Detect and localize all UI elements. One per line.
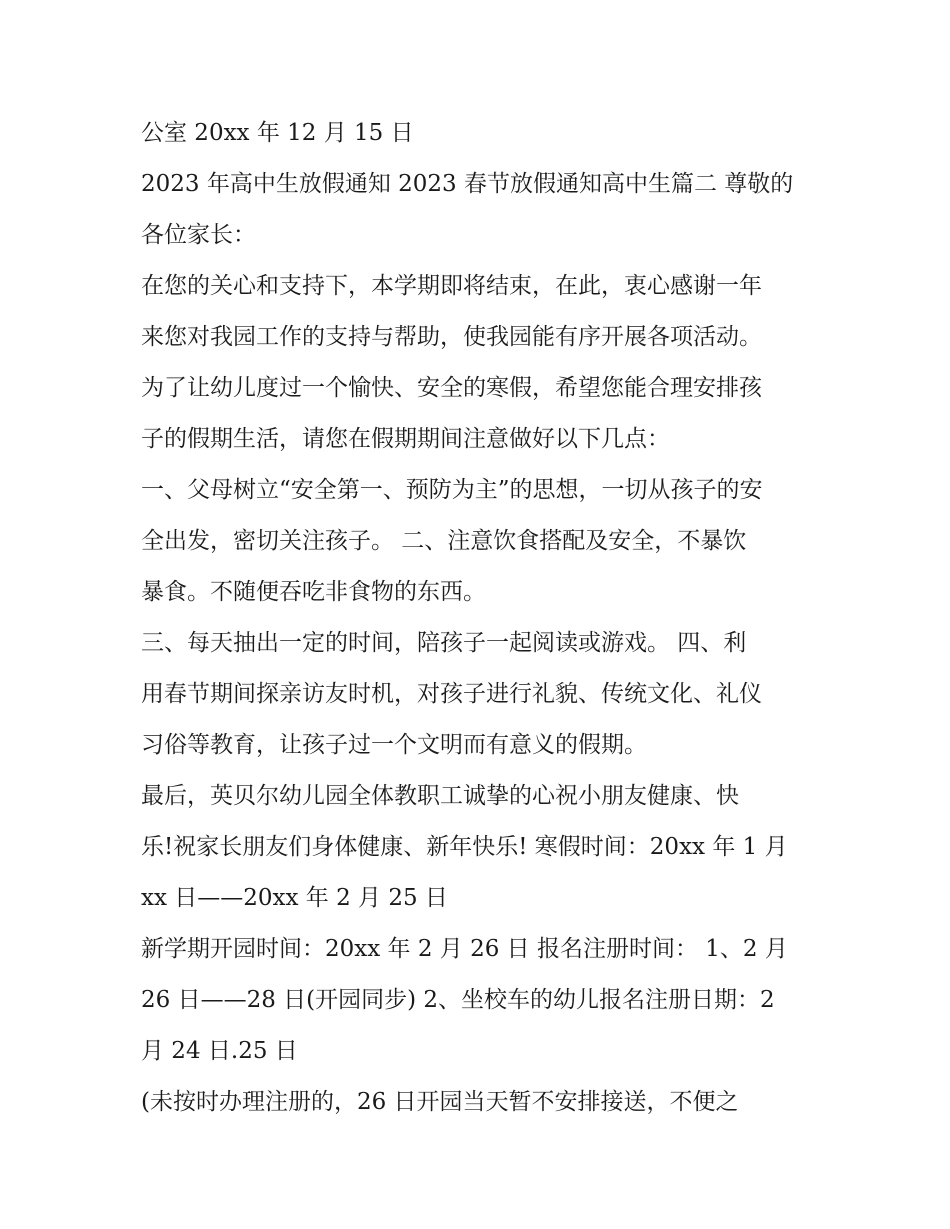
text-line: 乐!祝家长朋友们身体健康、新年快乐! 寒假时间：20xx 年 1 月: [141, 834, 788, 860]
text-line: 用春节期间探亲访友时机，对孩子进行礼貌、传统文化、礼仪: [141, 681, 762, 707]
text-line: 新学期开园时间：20xx 年 2 月 26 日 报名注册时间： 1、2 月: [141, 936, 788, 962]
text-line: 全出发，密切关注孩子。 二、注意饮食搭配及安全，不暴饮: [141, 528, 747, 554]
text-line: 暴食。不随便吞吃非食物的东西。: [141, 579, 486, 605]
text-line: 子的假期生活，请您在假期期间注意做好以下几点：: [141, 426, 670, 452]
document-body: [141, 108, 821, 1128]
text-line: (未按时办理注册的，26 日开园当天暂不安排接送，不便之: [141, 1089, 739, 1115]
text-line: 来您对我园工作的支持与帮助，使我园能有序开展各项活动。: [141, 324, 762, 350]
text-line: 公室 20xx 年 12 月 15 日: [141, 120, 414, 146]
text-line: 三、每天抽出一定的时间，陪孩子一起阅读或游戏。 四、利: [141, 630, 747, 656]
text-line: 一、父母树立“安全第一、预防为主”的思想，一切从孩子的安: [141, 477, 763, 503]
text-line: 各位家长：: [141, 222, 256, 248]
text-line: 习俗等教育，让孩子过一个文明而有意义的假期。: [141, 732, 647, 758]
text-line: 最后，英贝尔幼儿园全体教职工诚挚的心祝小朋友健康、快: [141, 783, 739, 809]
text-line: 为了让幼儿度过一个愉快、安全的寒假，希望您能合理安排孩: [141, 375, 762, 401]
text-line: 在您的关心和支持下，本学期即将结束，在此，衷心感谢一年: [141, 273, 762, 299]
text-line: 月 24 日.25 日: [141, 1038, 298, 1064]
text-line: xx 日——20xx 年 2 月 25 日: [141, 885, 448, 911]
text-line: 2023 年高中生放假通知 2023 春节放假通知高中生篇二 尊敬的: [141, 171, 794, 197]
text-line: 26 日——28 日(开园同步) 2、坐校车的幼儿报名注册日期：2: [141, 987, 775, 1013]
